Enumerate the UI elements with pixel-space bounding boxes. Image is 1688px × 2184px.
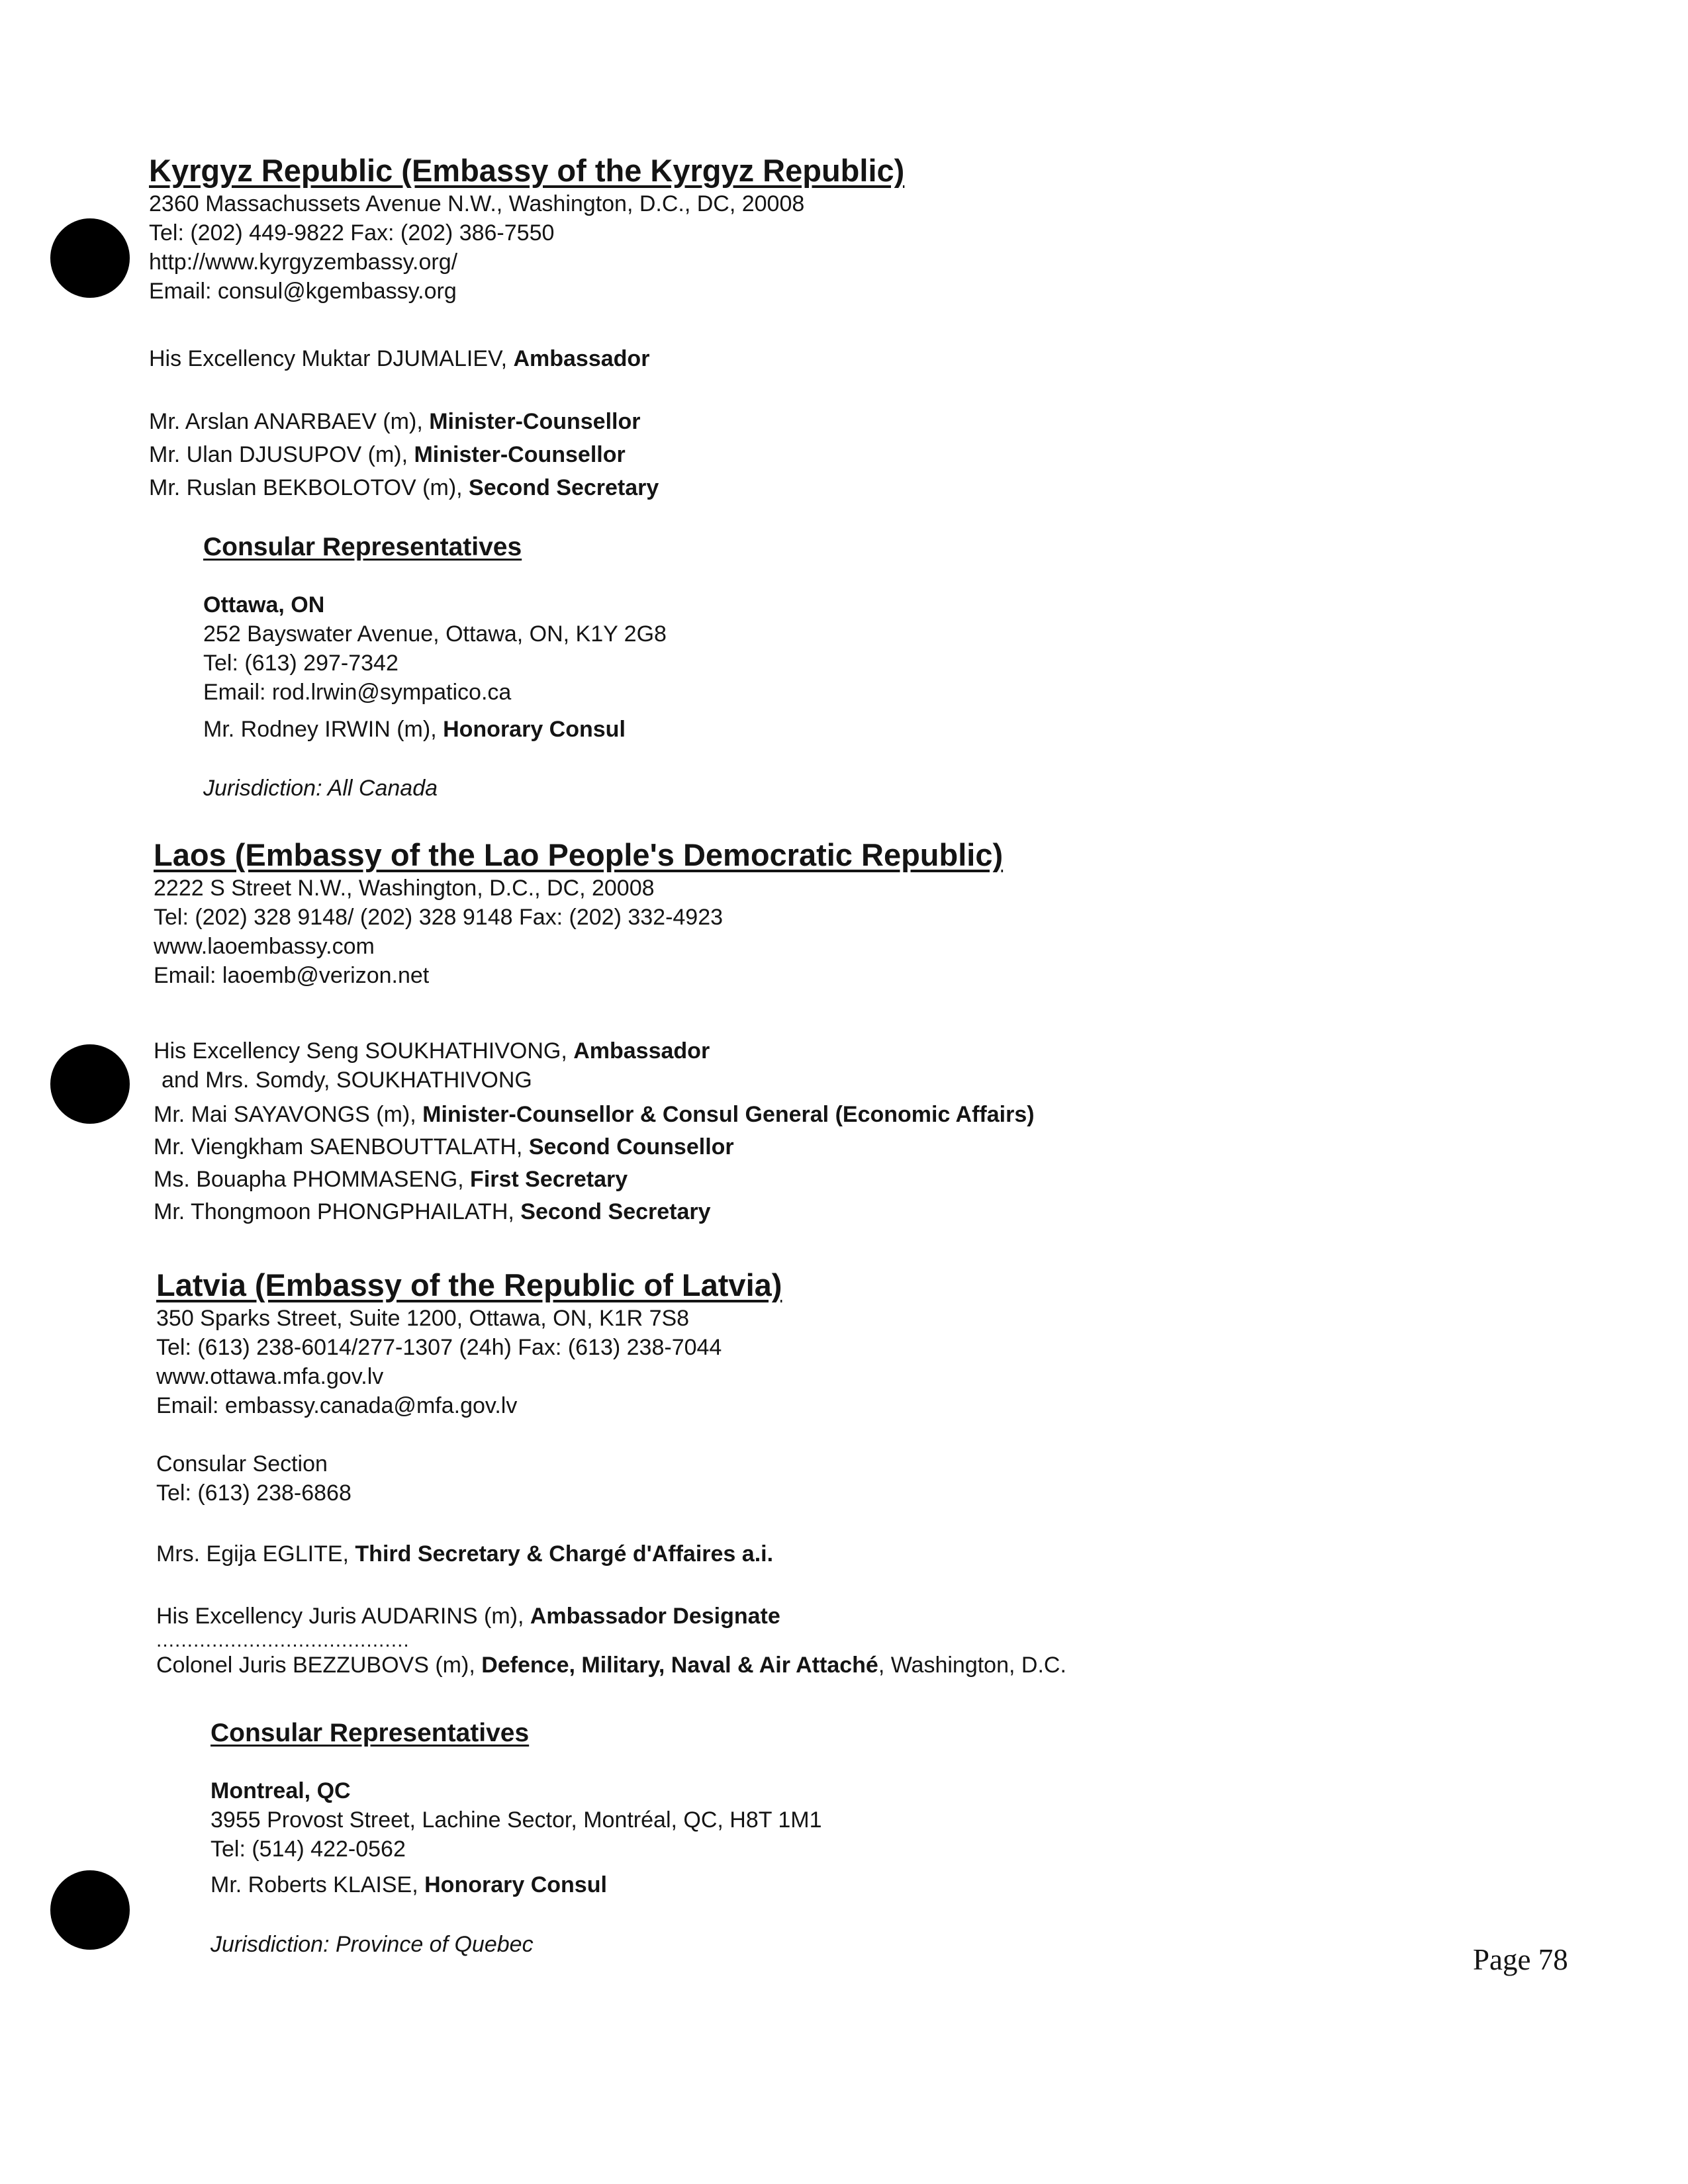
latvia-attache: Colonel Juris BEZZUBOVS (m), Defence, Military, Naval & Air Attaché, Washington, D.C. [156, 1653, 1066, 1678]
latvia-email: Email: embassy.canada@mfa.gov.lv [156, 1393, 518, 1418]
latvia-consular-rep: Mr. Roberts KLAISE, Honorary Consul [211, 1872, 607, 1897]
kyrgyz-ambassador: His Excellency Muktar DJUMALIEV, Ambassador [149, 346, 650, 371]
page-number: Page 78 [1473, 1943, 1568, 1976]
laos-staff-4: Mr. Thongmoon PHONGPHAILATH, Second Secretary [154, 1199, 711, 1224]
laos-staff-1: Mr. Mai SAYAVONGS (m), Minister-Counsellor & Consul General (Economic Affairs) [154, 1102, 1035, 1127]
punch-hole-bottom [50, 1870, 130, 1950]
kyrgyz-consular-city: Ottawa, ON [203, 592, 325, 617]
latvia-consular-tel: Tel: (514) 422-0562 [211, 1837, 406, 1862]
latvia-consular-city: Montreal, QC [211, 1778, 351, 1803]
latvia-entry [156, 1267, 1480, 1680]
kyrgyz-consular-rep: Mr. Rodney IRWIN (m), Honorary Consul [203, 717, 626, 742]
kyrgyz-consular-email: Email: rod.lrwin@sympatico.ca [203, 680, 512, 705]
kyrgyz-staff-2: Mr. Ulan DJUSUPOV (m), Minister-Counsellor [149, 442, 626, 467]
kyrgyz-consular-jurisdiction: Jurisdiction: All Canada [203, 776, 438, 801]
laos-staff-2: Mr. Viengkham SAENBOUTTALATH, Second Counsellor [154, 1134, 734, 1160]
kyrgyz-website: http://www.kyrgyzembassy.org/ [149, 250, 458, 275]
laos-address: 2222 S Street N.W., Washington, D.C., DC, 20008 [154, 876, 655, 901]
kyrgyz-email: Email: consul@kgembassy.org [149, 279, 457, 304]
kyrgyz-consular-heading: Consular Representatives [203, 533, 522, 561]
laos-ambassador-spouse: and Mrs. Somdy, SOUKHATHIVONG [162, 1068, 532, 1093]
latvia-address: 350 Sparks Street, Suite 1200, Ottawa, ON, K1R 7S8 [156, 1306, 690, 1331]
latvia-consular-tel: Tel: (613) 238-6868 [156, 1480, 352, 1506]
laos-email: Email: laoemb@verizon.net [154, 963, 430, 988]
laos-tel: Tel: (202) 328 9148/ (202) 328 9148 Fax: (202) 332-4923 [154, 905, 724, 930]
punch-hole-middle [50, 1044, 130, 1124]
kyrgyz-staff-3: Mr. Ruslan BEKBOLOTOV (m), Second Secretary [149, 475, 659, 500]
latvia-website: www.ottawa.mfa.gov.lv [156, 1364, 384, 1389]
latvia-consular-jurisdiction: Jurisdiction: Province of Quebec [211, 1932, 534, 1957]
laos-staff-3: Ms. Bouapha PHOMMASENG, First Secretary [154, 1167, 628, 1192]
latvia-consular-heading: Consular Representatives [211, 1719, 530, 1747]
dotted-separator: ......................................... [156, 1629, 410, 1651]
punch-hole-top [50, 218, 130, 298]
latvia-consular-address: 3955 Provost Street, Lachine Sector, Montréal, QC, H8T 1M1 [211, 1807, 822, 1833]
kyrgyz-consular-tel: Tel: (613) 297-7342 [203, 651, 399, 676]
kyrgyz-address: 2360 Massachussets Avenue N.W., Washington, D.C., DC, 20008 [149, 191, 805, 216]
latvia-heading: Latvia (Embassy of the Republic of Latvia) [156, 1267, 782, 1302]
laos-ambassador: His Excellency Seng SOUKHATHIVONG, Ambassador [154, 1038, 710, 1064]
laos-website: www.laoembassy.com [154, 934, 375, 959]
laos-entry [154, 837, 1477, 1228]
kyrgyz-staff-1: Mr. Arslan ANARBAEV (m), Minister-Counsellor [149, 409, 641, 434]
kyrgyz-entry [149, 152, 1473, 504]
kyrgyz-heading: Kyrgyz Republic (Embassy of the Kyrgyz Republic) [149, 153, 905, 188]
latvia-consular-section: Consular Section [156, 1451, 328, 1477]
laos-heading: Laos (Embassy of the Lao People's Democratic Republic) [154, 837, 1004, 872]
latvia-ambassador-designate: His Excellency Juris AUDARINS (m), Ambassador Designate [156, 1604, 780, 1629]
kyrgyz-consular-address: 252 Bayswater Avenue, Ottawa, ON, K1Y 2G8 [203, 621, 667, 647]
latvia-consular [211, 1717, 1534, 1959]
kyrgyz-tel: Tel: (202) 449-9822 Fax: (202) 386-7550 [149, 220, 555, 246]
latvia-tel: Tel: (613) 238-6014/277-1307 (24h) Fax: (613) 238-7044 [156, 1335, 722, 1360]
latvia-charge: Mrs. Egija EGLITE, Third Secretary & Chargé d'Affaires a.i. [156, 1541, 774, 1567]
kyrgyz-consular [203, 531, 1527, 803]
